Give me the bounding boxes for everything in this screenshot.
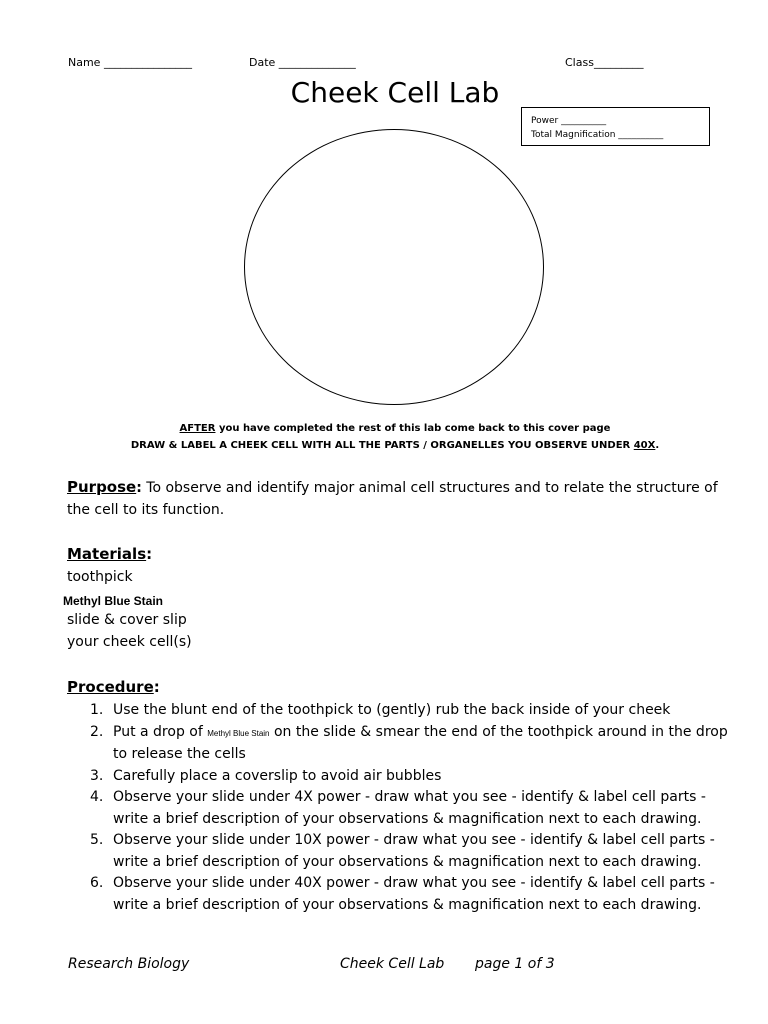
step-text: Observe your slide under 40X power - draw what you see - identify & label cell parts - write a brief description of your observations & magnification next to each drawing. — [113, 875, 715, 913]
procedure-step — [90, 722, 730, 766]
step-number: 1. — [90, 702, 104, 718]
purpose-heading: Purpose — [67, 478, 137, 496]
after-emphasis: AFTER — [179, 423, 216, 434]
procedure-step — [90, 873, 730, 916]
step-number: 5. — [90, 832, 104, 848]
magnification-emphasis: 40X — [633, 440, 656, 451]
cover-note-line-1 — [0, 423, 768, 434]
procedure-steps — [90, 700, 730, 916]
step-text: Use the blunt end of the toothpick to (gently) rub the back inside of your cheek — [113, 702, 671, 718]
purpose-text: To observe and identify major animal cell structures and to relate the structure of the cell to its function. — [67, 480, 718, 518]
footer-page-number: page 1 of 3 — [475, 956, 555, 972]
class-field[interactable]: Class_________ — [565, 56, 644, 69]
step-text: Observe your slide under 4X power - draw what you see - identify & label cell parts - write a brief description of your observations & magnification next to each drawing. — [113, 789, 706, 827]
page-title: Cheek Cell Lab — [290, 76, 500, 109]
step-number: 4. — [90, 789, 104, 805]
material-item: your cheek cell(s) — [67, 634, 192, 650]
step-text: Observe your slide under 10X power - draw what you see - identify & label cell parts - write a brief description of your observations & magnification next to each drawing. — [113, 832, 715, 870]
step-text: Carefully place a coverslip to avoid air bubbles — [113, 767, 442, 784]
total-magnification-field[interactable]: Total Magnification __________ — [531, 130, 664, 140]
step-text: Put a drop of — [113, 723, 208, 740]
procedure-step — [90, 787, 730, 830]
procedure-step — [90, 700, 730, 722]
materials-heading-row — [67, 544, 152, 563]
power-field[interactable]: Power __________ — [531, 116, 607, 126]
cover-note-line-2-text: DRAW & LABEL A CHEEK CELL WITH ALL THE PARTS / ORGANELLES YOU OBSERVE UNDER — [130, 440, 634, 451]
procedure-step — [90, 766, 730, 788]
procedure-step — [90, 830, 730, 873]
step-number: 2. — [90, 723, 104, 740]
material-item: toothpick — [67, 569, 133, 585]
step-number: 6. — [90, 875, 104, 891]
drawing-area-circle[interactable] — [244, 129, 544, 405]
procedure-colon: : — [153, 678, 160, 696]
procedure-heading-row — [67, 677, 160, 696]
footer-doc-title: Cheek Cell Lab — [340, 956, 445, 972]
purpose-colon: : — [136, 480, 142, 496]
procedure-heading: Procedure — [67, 678, 154, 696]
cover-note-line-2 — [0, 440, 768, 451]
stain-name: Methyl Blue Stain — [207, 728, 270, 738]
materials-colon: : — [146, 545, 153, 563]
magnification-box — [521, 107, 710, 146]
step-text: on the slide & smear the end of the toothpick around in the drop to release the cells — [113, 723, 728, 762]
material-item: slide & cover slip — [67, 612, 187, 628]
purpose-section — [67, 476, 727, 521]
material-item: Methyl Blue Stain — [63, 594, 164, 608]
cover-note-line-2-end: . — [655, 440, 660, 451]
step-number: 3. — [90, 767, 104, 784]
footer-course: Research Biology — [68, 956, 190, 972]
date-field[interactable]: Date ______________ — [249, 56, 356, 69]
cover-note-line-1-text: you have completed the rest of this lab come back to this cover page — [215, 423, 611, 434]
materials-heading: Materials — [67, 545, 147, 563]
name-field[interactable]: Name ________________ — [68, 56, 192, 69]
